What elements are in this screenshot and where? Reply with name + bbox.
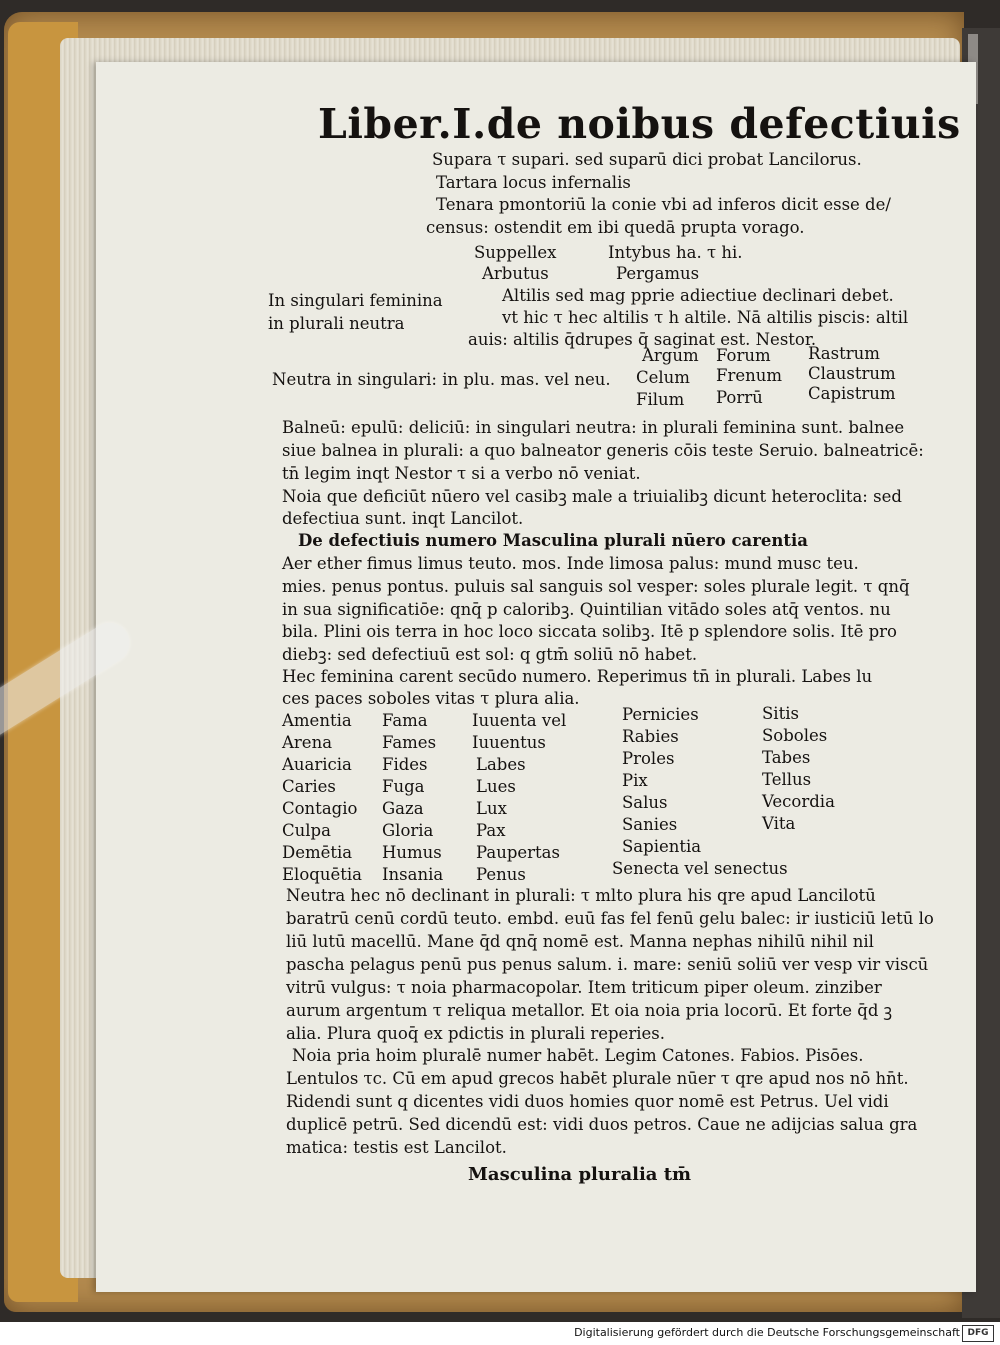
- section-heading: Masculina pluralia tm̄: [468, 1164, 692, 1185]
- word-list-item: Penus: [476, 865, 526, 884]
- word-list-item: Porrū: [716, 388, 763, 407]
- word-list-item: Forum: [716, 346, 771, 365]
- word-list-item: Gaza: [382, 799, 424, 818]
- text-line: diebꝫ: sed defectiuū est sol: q gtm̄ soliū nō habet.: [282, 645, 698, 664]
- text-line: Hec feminina carent secūdo numero. Reperimus tn̄ in plurali. Labes lu: [282, 667, 873, 686]
- digitization-credit: Digitalisierung gefördert durch die Deutsche Forschungsgemeinschaft: [574, 1326, 960, 1339]
- text-line: Ridendi sunt q dicentes vidi duos homies quor nomē est Petrus. Uel vidi: [286, 1092, 889, 1111]
- text-line: Neutra hec nō declinant in plurali: τ mlto plura his qre apud Lancilotū: [286, 886, 876, 905]
- word-list-item: Iuuenta vel: [472, 711, 567, 730]
- text-line: siue balnea in plurali: a quo balneator generis cōis teste Seruio. balneatricē:: [282, 441, 924, 460]
- text-line: Noia pria hoim pluralē numer habēt. Legim Catones. Fabios. Pisōes.: [292, 1046, 864, 1065]
- book-page: [96, 62, 976, 1292]
- text-line: tn̄ legim inqt Nestor τ si a verbo nō veniat.: [282, 464, 641, 483]
- word-list-item: Gloria: [382, 821, 434, 840]
- text-line: aurum argentum τ reliqua metallor. Et oia noia pria locorū. Et forte q̄d ꝫ: [286, 1001, 893, 1020]
- text-line: auis: altilis q̄drupes q̄ saginat est. Nestor.: [468, 330, 817, 349]
- word-list-item: Sitis: [762, 704, 799, 723]
- word-list-item: Proles: [622, 749, 675, 768]
- word-list-item: Filum: [636, 390, 685, 409]
- word-list-item: Pernicies: [622, 705, 699, 724]
- word-list-item: Paupertas: [476, 843, 560, 862]
- word-list-item: Vita: [762, 814, 796, 833]
- word-list-item: Insania: [382, 865, 444, 884]
- text-line: pascha pelagus penū pus penus salum. i. mare: seniū soliū ver vesp vir viscū: [286, 955, 929, 974]
- word-list-item: Culpa: [282, 821, 331, 840]
- word-list-item: Pax: [476, 821, 506, 840]
- text-line: baratrū cenū cordū teuto. embd. euū fas fel fenū gelu balec: ir iusticiū letū lo: [286, 909, 934, 928]
- word-list-item: Frenum: [716, 366, 782, 385]
- text-line: Tenara pmontoriū la conie vbi ad inferos dicit esse de/: [436, 195, 891, 214]
- text-line: vt hic τ hec altilis τ h altile. Nā altilis piscis: altil: [502, 308, 909, 327]
- text-line: Supara τ supari. sed suparū dici probat Lancilorus.: [432, 150, 862, 169]
- word-list-item: Rabies: [622, 727, 679, 746]
- text-line: matica: testis est Lancilot.: [286, 1138, 507, 1157]
- word-list-item: Lues: [476, 777, 516, 796]
- word-list-item: Fama: [382, 711, 428, 730]
- word-list-item: Contagio: [282, 799, 358, 818]
- text-line: in sua significatiōe: qnq̄ p caloribꝫ. Quintilian vitādo soles atq̄ ventos. nu: [282, 600, 891, 619]
- text-line: Intybus ha. τ hi.: [608, 243, 743, 262]
- section-heading: De defectiuis numero Masculina plurali nūero carentia: [298, 531, 808, 550]
- word-list-item: Tabes: [762, 748, 811, 767]
- word-list-item: Sanies: [622, 815, 678, 834]
- word-list-item: Fides: [382, 755, 428, 774]
- text-line: Arbutus: [482, 264, 549, 283]
- text-line: Suppellex: [474, 243, 557, 262]
- text-line: census: ostendit em ibi quedā prupta vorago.: [426, 218, 805, 237]
- word-list-item: Labes: [476, 755, 526, 774]
- text-line: vitrū vulgus: τ noia pharmacopolar. Item triticum piper oleum. zinziber: [286, 978, 882, 997]
- word-list-item: Demētia: [282, 843, 353, 862]
- word-list-item: Amentia: [282, 711, 352, 730]
- text-line: mies. penus pontus. puluis sal sanguis sol vesper: soles plurale legit. τ qnq̄: [282, 577, 910, 596]
- word-list-item: Salus: [622, 793, 668, 812]
- text-line: Tartara locus infernalis: [436, 173, 631, 192]
- text-line: alia. Plura quoq̄ ex pdictis in plurali reperies.: [286, 1024, 665, 1043]
- margin-label: Neutra in singulari: in plu. mas. vel neu.: [272, 370, 611, 389]
- word-list-item: Vecordia: [762, 792, 835, 811]
- text-line: liū lutū macellū. Mane q̄d qnq̄ nomē est. Manna nephas nihilū nihil nil: [286, 932, 874, 951]
- word-list-item: Capistrum: [808, 384, 896, 403]
- text-line: duplicē petrū. Sed dicendū est: vidi duos petros. Caue ne adijcias salua gra: [286, 1115, 918, 1134]
- word-list-item: Caries: [282, 777, 336, 796]
- word-list-item: Celum: [636, 368, 690, 387]
- text-line: Aer ether fimus limus teuto. mos. Inde limosa palus: mund musc teu.: [282, 554, 859, 573]
- word-list-item: Pix: [622, 771, 648, 790]
- word-list-item: Rastrum: [808, 344, 880, 363]
- margin-label: In singulari feminina: [268, 291, 443, 310]
- word-list-item: Eloquētia: [282, 865, 362, 884]
- word-list-item: Auaricia: [282, 755, 352, 774]
- text-line: bila. Plini ois terra in hoc loco siccata solibꝫ. Itē p splendore solis. Itē pro: [282, 622, 897, 641]
- text-line: ces paces soboles vitas τ plura alia.: [282, 689, 580, 708]
- word-list-item: Iuuentus: [472, 733, 546, 752]
- page-title: Liber.I.de noibus defectiuis: [318, 100, 961, 148]
- text-line: defectiua sunt. inqt Lancilot.: [282, 509, 524, 528]
- margin-label: in plurali neutra: [268, 314, 405, 333]
- word-list-item: Tellus: [762, 770, 812, 789]
- word-list-item: Fames: [382, 733, 437, 752]
- word-list-item: Sapientia: [622, 837, 702, 856]
- text-line: Balneū: epulū: deliciū: in singulari neutra: in plurali feminina sunt. balnee: [282, 418, 905, 437]
- word-list-item: Humus: [382, 843, 442, 862]
- text-line: Noia que deficiūt nūero vel casibꝫ male a triuialibꝫ dicunt heteroclita: sed: [282, 487, 902, 506]
- text-line: Pergamus: [616, 264, 700, 283]
- dfg-logo: DFG: [962, 1325, 994, 1342]
- word-list-item: Soboles: [762, 726, 828, 745]
- word-list-item: Claustrum: [808, 364, 896, 383]
- word-list-item: Arena: [282, 733, 333, 752]
- word-list-item: Senecta vel senectus: [612, 859, 788, 878]
- word-list-item: Argum: [642, 346, 699, 365]
- text-line: Lentulos τc. Cū em apud grecos habēt plurale nūer τ qre apud nos nō hn̄t.: [286, 1069, 909, 1088]
- word-list-item: Lux: [476, 799, 507, 818]
- word-list-item: Fuga: [382, 777, 425, 796]
- text-line: Altilis sed mag pprie adiectiue declinari debet.: [502, 286, 894, 305]
